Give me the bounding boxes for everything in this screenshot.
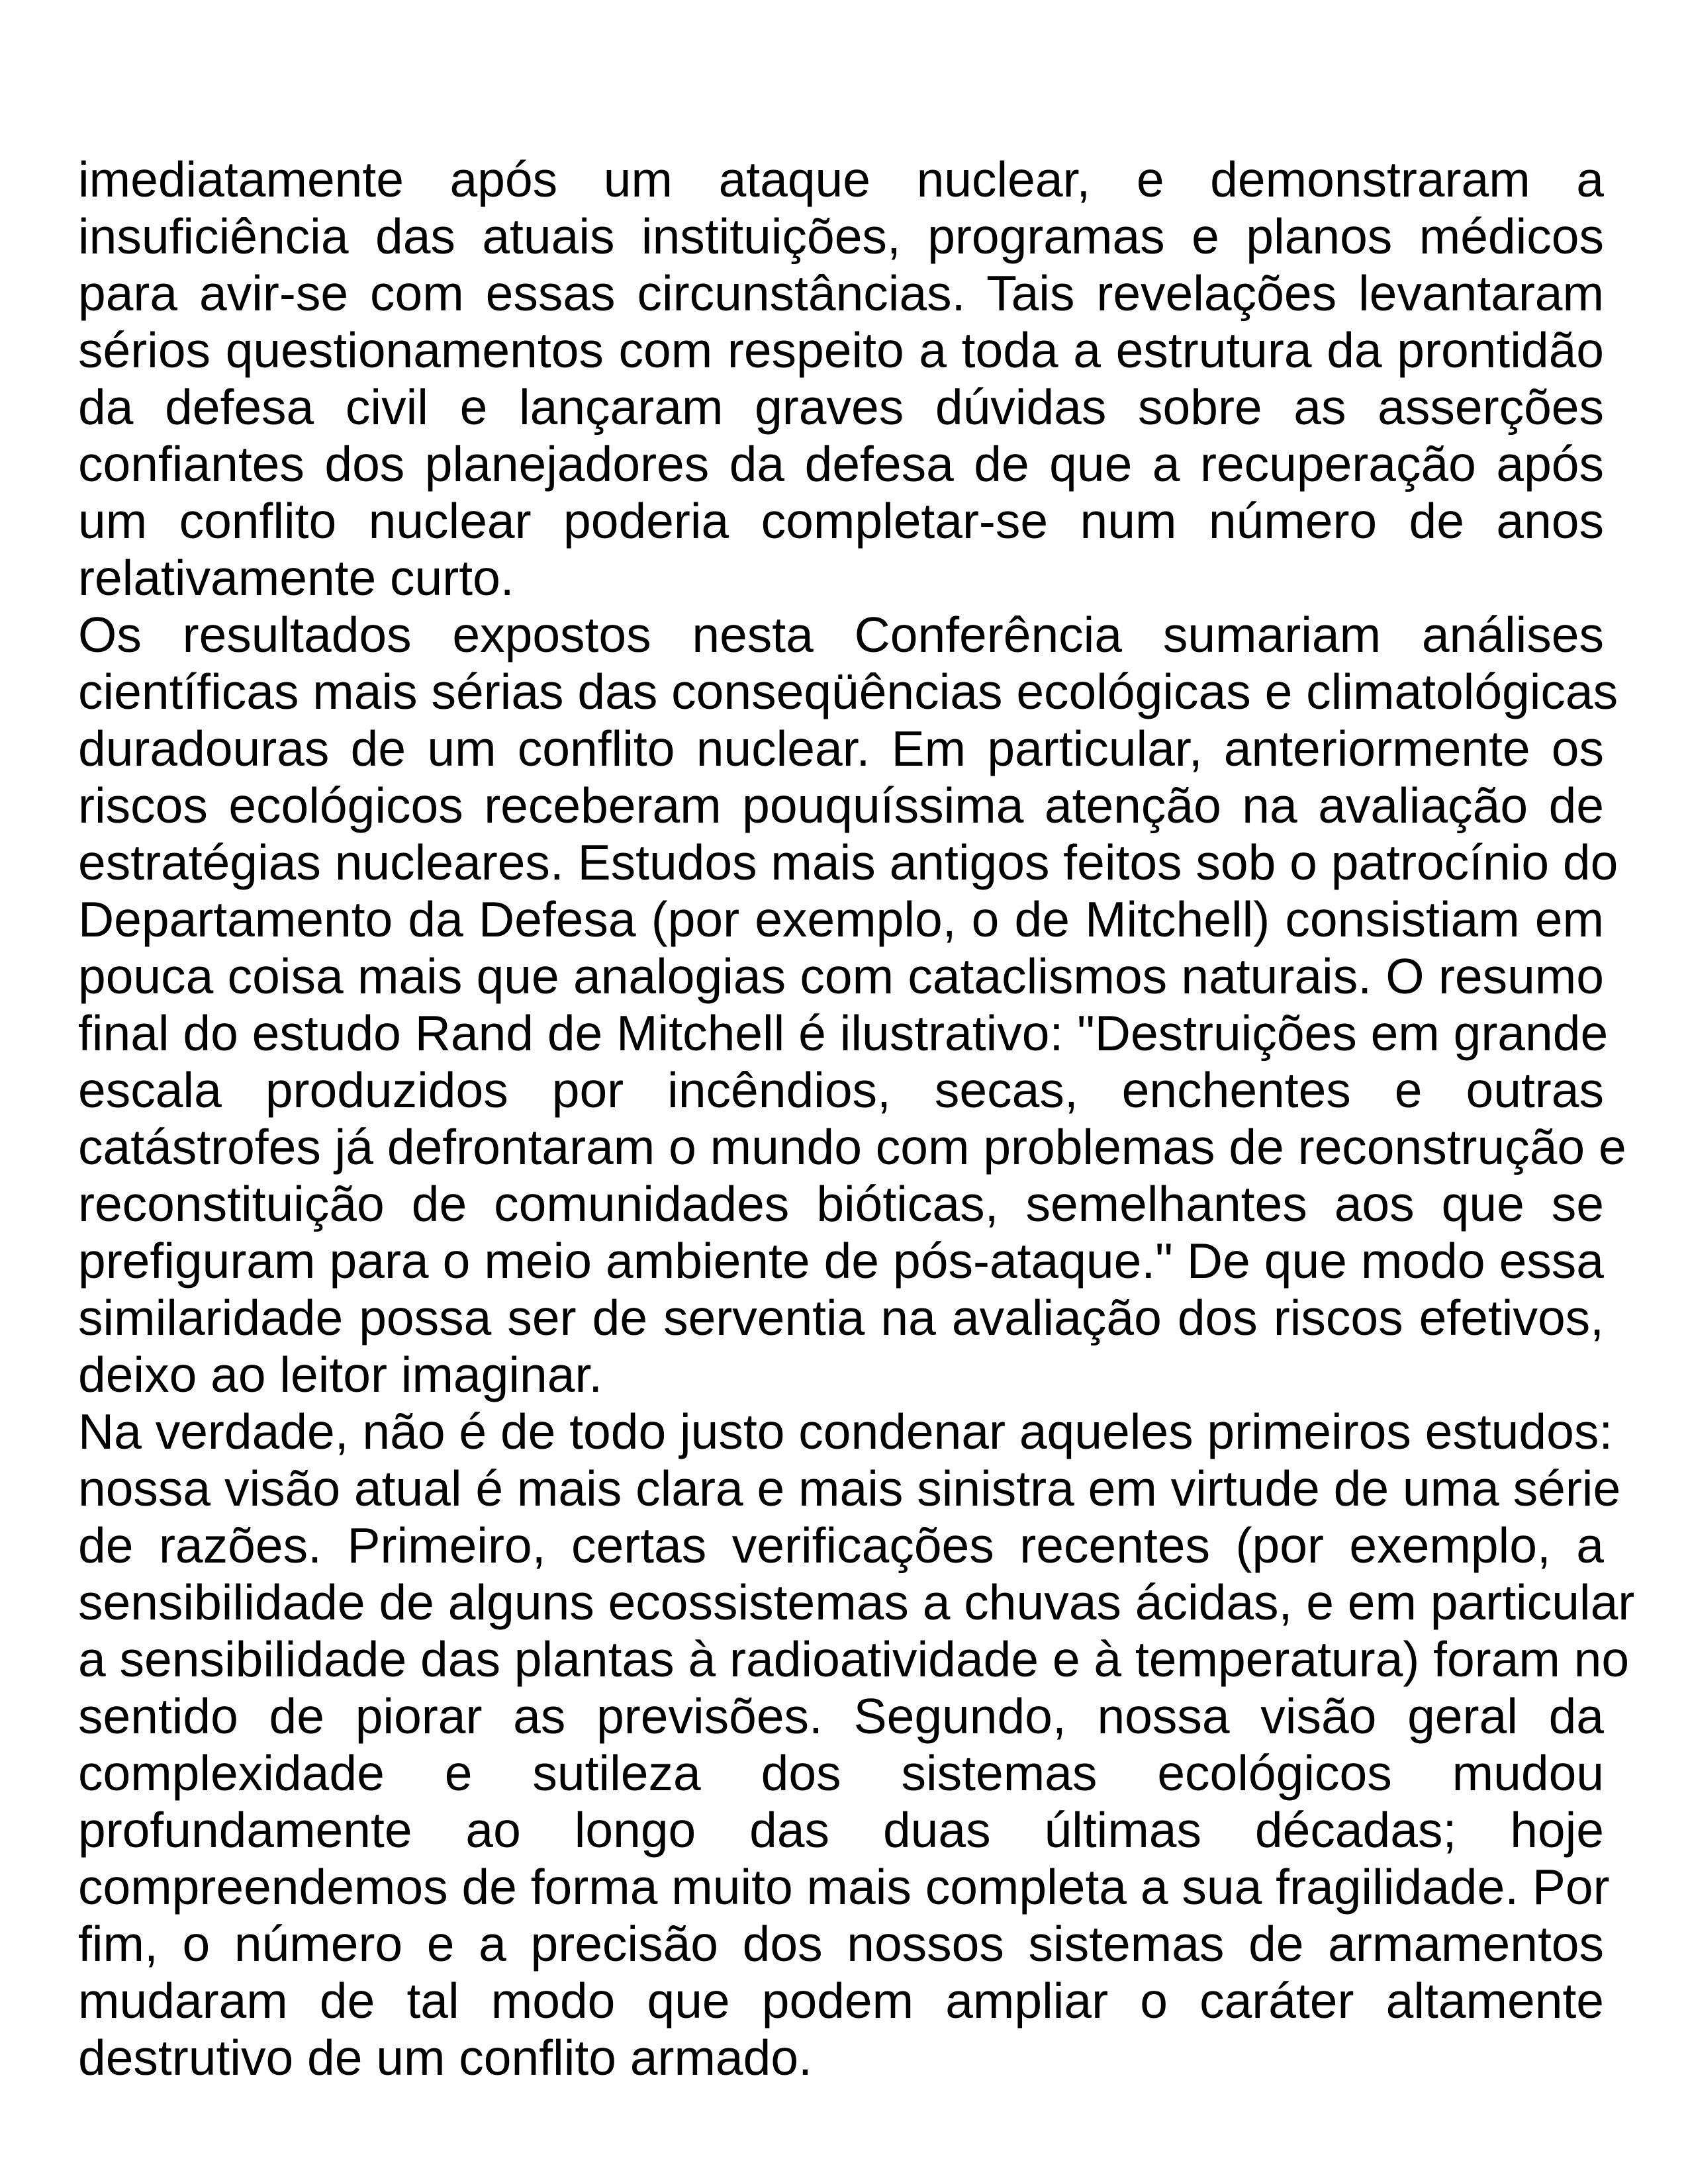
text-line: a sensibilidade das plantas à radioatividade e à temperatura) foram no: [78, 1631, 1630, 1687]
text-line: deixo ao leitor imaginar.: [78, 1347, 603, 1402]
text-line: complexidade e sutileza dos sistemas ecológicos mudou: [78, 1745, 1604, 1801]
document-page: [78, 151, 1635, 2086]
text-line: sensibilidade de alguns ecossistemas a chuvas ácidas, e em particular: [78, 1574, 1635, 1630]
text-line: reconstituição de comunidades bióticas, semelhantes aos que se: [78, 1176, 1604, 1232]
text-line: pouca coisa mais que analogias com cataclismos naturais. O resumo: [78, 948, 1604, 1004]
text-line: final do estudo Rand de Mitchell é ilustrativo: "Destruições em grande: [78, 1005, 1609, 1061]
text-line: fim, o número e a precisão dos nossos sistemas de armamentos: [78, 1916, 1604, 1972]
text-line: Os resultados expostos nesta Conferência sumariam análises: [78, 607, 1604, 662]
text-line: relativamente curto.: [78, 550, 514, 606]
text-line: um conflito nuclear poderia completar-se num número de anos: [78, 493, 1604, 549]
text-line: de razões. Primeiro, certas verificações recentes (por exemplo, a: [78, 1518, 1604, 1573]
text-line: compreendemos de forma muito mais completa a sua fragilidade. Por: [78, 1859, 1610, 1915]
text-line: destrutivo de um conflito armado.: [78, 2030, 812, 2085]
text-line: profundamente ao longo das duas últimas décadas; hoje: [78, 1802, 1604, 1858]
text-line: insuficiência das atuais instituições, programas e planos médicos: [78, 208, 1604, 264]
text-line: similaridade possa ser de serventia na avaliação dos riscos efetivos,: [78, 1290, 1604, 1345]
text-line: prefiguram para o meio ambiente de pós-ataque." De que modo essa: [78, 1233, 1604, 1289]
text-line: para avir-se com essas circunstâncias. Tais revelações levantaram: [78, 265, 1604, 321]
text-line: Na verdade, não é de todo justo condenar aqueles primeiros estudos:: [78, 1404, 1613, 1459]
paragraph-2: [78, 606, 1626, 1403]
text-line: Departamento da Defesa (por exemplo, o de Mitchell) consistiam em: [78, 891, 1604, 947]
text-line: estratégias nucleares. Estudos mais antigos feitos sob o patrocínio do: [78, 835, 1618, 890]
text-line: sérios questionamentos com respeito a toda a estrutura da prontidão: [78, 322, 1604, 378]
paragraph-1: [78, 151, 1604, 606]
text-line: imediatamente após um ataque nuclear, e demonstraram a: [78, 152, 1604, 207]
text-line: riscos ecológicos receberam pouquíssima atenção na avaliação de: [78, 778, 1604, 833]
text-line: duradouras de um conflito nuclear. Em particular, anteriormente os: [78, 721, 1604, 776]
text-line: escala produzidos por incêndios, secas, enchentes e outras: [78, 1062, 1604, 1118]
text-line: catástrofes já defrontaram o mundo com problemas de reconstrução e: [78, 1119, 1626, 1175]
text-line: da defesa civil e lançaram graves dúvidas sobre as asserções: [78, 379, 1604, 435]
text-line: confiantes dos planejadores da defesa de que a recuperação após: [78, 436, 1604, 492]
paragraph-3: [78, 1403, 1635, 2086]
text-line: sentido de piorar as previsões. Segundo, nossa visão geral da: [78, 1688, 1604, 1744]
text-line: mudaram de tal modo que podem ampliar o caráter altamente: [78, 1973, 1604, 2028]
text-line: científicas mais sérias das conseqüências ecológicas e climatológicas: [78, 664, 1618, 719]
text-line: nossa visão atual é mais clara e mais sinistra em virtude de uma série: [78, 1461, 1621, 1516]
